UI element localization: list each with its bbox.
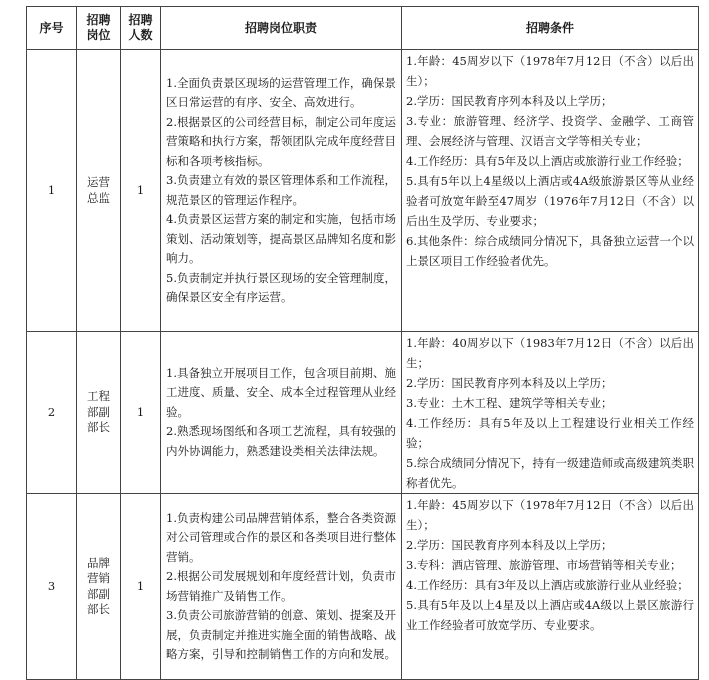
table-row bbox=[27, 332, 699, 494]
requirement-item: 4.工作经历：具有5年及以上酒店或旅游行业工作经验； bbox=[406, 154, 689, 168]
duty-item: 1.具备独立开展项目工作，包含项目前期、施工进度、质量、安全、成本全过程管理从业经验。 bbox=[166, 365, 396, 419]
header-position bbox=[77, 7, 121, 50]
header-requirements: 招聘条件 bbox=[402, 7, 699, 50]
duty-item: 2.熟悉现场图纸和各项工艺流程，具有较强的内外协调能力，熟悉建设类相关法律法规。 bbox=[166, 424, 396, 458]
row-count: 1 bbox=[121, 50, 161, 332]
row-requirements bbox=[402, 332, 699, 494]
row-requirements bbox=[402, 494, 699, 680]
duty-item: 3.负责公司旅游营销的创意、策划、提案及开展，负责制定并推进实施全面的销售战略、战略方案，引导和控制销售工作的方向和发展。 bbox=[166, 608, 396, 661]
requirement-item: 5.具有5年以上4星级以上酒店或4A级旅游景区等从业经验者可放宽年龄至47周岁（1976年7月12日（不含）以后出生及学历、专业要求； bbox=[406, 174, 694, 228]
duty-item: 4.负责景区运营方案的制定和实施，包括市场策划、活动策划等，提高景区品牌知名度和影响力。 bbox=[166, 212, 396, 265]
row-duties bbox=[161, 50, 402, 332]
row-seq: 2 bbox=[27, 332, 77, 494]
requirement-item: 2.学历：国民教育序列本科及以上学历； bbox=[406, 376, 613, 390]
requirement-item: 3.专业：旅游管理、经济学、投资学、金融学、工商管理、会展经济与管理、汉语言文学等相关专业； bbox=[406, 114, 694, 148]
requirement-item: 5.综合成绩同分情况下，持有一级建造师或高级建筑类职称者优先。 bbox=[406, 456, 694, 490]
duty-item: 2.根据公司发展规划和年度经营计划，负责市场营销推广及销售工作。 bbox=[166, 569, 396, 603]
requirement-item: 4.工作经历：具有5年及以上工程建设行业相关工作经验； bbox=[406, 416, 694, 450]
row-count: 1 bbox=[121, 332, 161, 494]
table-row bbox=[27, 494, 699, 680]
row-position-text: 品牌营销部副部长 bbox=[87, 555, 110, 616]
duty-item: 2.根据景区的公司经营目标，制定公司年度运营策略和执行方案，帮领团队完成年度经营目标和各项考核指标。 bbox=[166, 114, 396, 168]
row-position-text: 工程部副部长 bbox=[87, 389, 110, 435]
header-duties: 招聘岗位职责 bbox=[161, 7, 402, 50]
header-count-text: 招聘人数 bbox=[128, 13, 153, 42]
header-row bbox=[27, 7, 699, 50]
row-position bbox=[77, 494, 121, 680]
row-count: 1 bbox=[121, 494, 161, 680]
row-requirements bbox=[402, 50, 699, 332]
header-position-text: 招聘岗位 bbox=[86, 13, 111, 42]
row-seq: 1 bbox=[27, 50, 77, 332]
duty-item: 3.负责建立有效的景区管理体系和工作流程，规范景区的管理运作程序。 bbox=[166, 173, 396, 207]
header-seq: 序号 bbox=[27, 7, 77, 50]
requirement-item: 6.其他条件：综合成绩同分情况下，具备独立运营一个以上景区项目工作经验者优先。 bbox=[406, 234, 694, 268]
row-seq: 3 bbox=[27, 494, 77, 680]
row-position bbox=[77, 332, 121, 494]
requirement-item: 2.学历：国民教育序列本科及以上学历； bbox=[406, 94, 613, 108]
requirement-item: 3.专业：土木工程、建筑学等相关专业； bbox=[406, 396, 613, 410]
duty-item: 1.全面负责景区现场的运营管理工作，确保景区日常运营的有序、安全、高效进行。 bbox=[166, 75, 396, 109]
requirement-item: 1.年龄：40周岁以下（1983年7月12日（不含）以后出生； bbox=[406, 336, 694, 370]
recruitment-table bbox=[26, 6, 699, 680]
requirement-item: 4.工作经历：具有3年及以上酒店或旅游行业从业经验； bbox=[406, 578, 689, 592]
duty-item: 1.负责构建公司品牌营销体系，整合各类资源对公司管理或合作的景区和各类项目进行整体营销。 bbox=[166, 510, 396, 564]
requirement-item: 5.具有5年及以上4星及以上酒店或4A级以上景区旅游行业工作经验者可放宽学历、专业要求。 bbox=[406, 598, 694, 632]
row-position-text: 运营总监 bbox=[87, 175, 110, 205]
requirement-item: 1.年龄：45周岁以下（1978年7月12日（不含）以后出生）； bbox=[406, 498, 694, 532]
requirement-item: 1.年龄：45周岁以下（1978年7月12日（不含）以后出生）； bbox=[406, 54, 694, 88]
header-count bbox=[121, 7, 161, 50]
row-duties bbox=[161, 494, 402, 680]
row-duties bbox=[161, 332, 402, 494]
row-position bbox=[77, 50, 121, 332]
requirement-item: 3.专科：酒店管理、旅游管理、市场营销等相关专业； bbox=[406, 558, 682, 572]
duty-item: 5.负责制定并执行景区现场的安全管理制度，确保景区安全有序运营。 bbox=[166, 270, 396, 304]
table-row bbox=[27, 50, 699, 332]
requirement-item: 2.学历：国民教育序列本科及以上学历； bbox=[406, 538, 613, 552]
